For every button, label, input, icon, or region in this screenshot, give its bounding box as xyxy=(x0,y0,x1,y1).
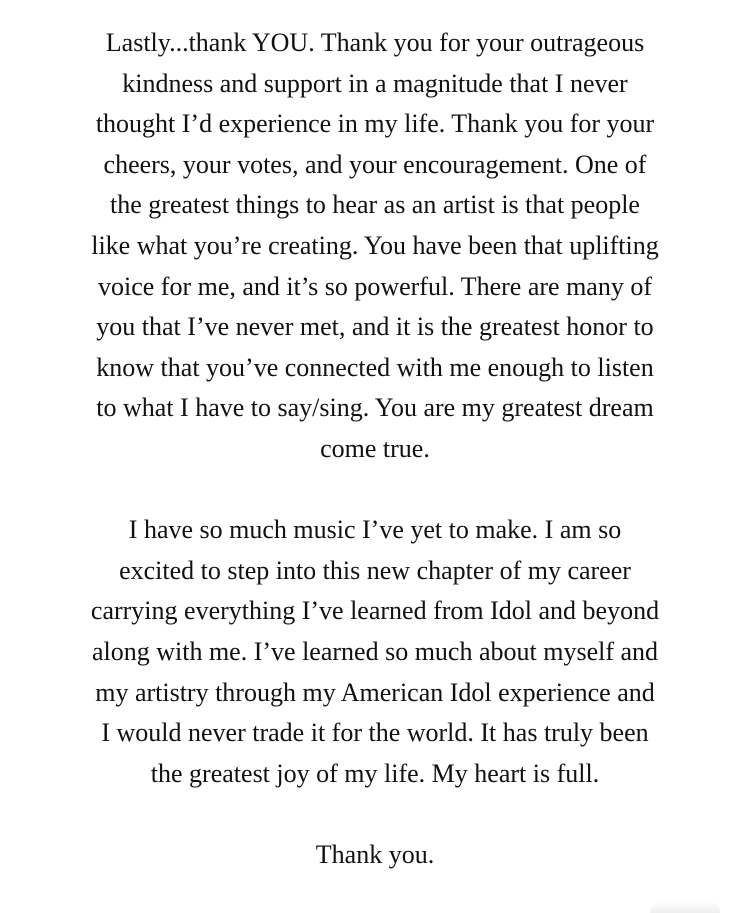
text-line: kindness and support in a magnitude that I never xyxy=(122,68,628,98)
text-line: Lastly...thank YOU. Thank you for your outrageous xyxy=(105,28,645,57)
text-line: cheers, your votes, and your encouragement. One of xyxy=(103,149,647,179)
text-line: I would never trade it for the world. It has truly been xyxy=(101,718,649,748)
text-line: I have so much music I’ve yet to make. I am so xyxy=(128,515,622,545)
letter-body xyxy=(40,23,710,875)
text-line: come true. xyxy=(320,433,430,463)
text-line: carrying everything I’ve learned from Idol and beyond xyxy=(90,596,660,626)
paragraph-spacer xyxy=(40,794,710,835)
text-line: know that you’ve connected with me enough to listen xyxy=(96,352,654,382)
text-line: the greatest joy of my life. My heart is full. xyxy=(150,758,600,788)
text-line: excited to step into this new chapter of my career xyxy=(119,555,631,585)
text-line: like what you’re creating. You have been that uplifting xyxy=(91,230,659,260)
text-line: thought I’d experience in my life. Thank you for your xyxy=(95,109,655,139)
paragraph-thank-you-fans xyxy=(40,23,710,470)
paragraph-new-chapter xyxy=(40,510,710,794)
corner-shadow xyxy=(650,901,720,913)
text-line: along with me. I’ve learned so much about myself and xyxy=(91,636,659,666)
text-line: the greatest things to hear as an artist is that people xyxy=(110,190,640,220)
paragraph-spacer xyxy=(40,470,710,511)
text-line: to what I have to say/sing. You are my greatest dream xyxy=(96,393,654,423)
text-line: you that I’ve never met, and it is the greatest honor to xyxy=(96,312,654,342)
closing-text: Thank you. xyxy=(315,839,435,869)
text-line: voice for me, and it’s so powerful. There are many of xyxy=(98,271,652,301)
closing-line xyxy=(40,835,710,876)
text-line: my artistry through my American Idol experience and xyxy=(95,677,655,707)
